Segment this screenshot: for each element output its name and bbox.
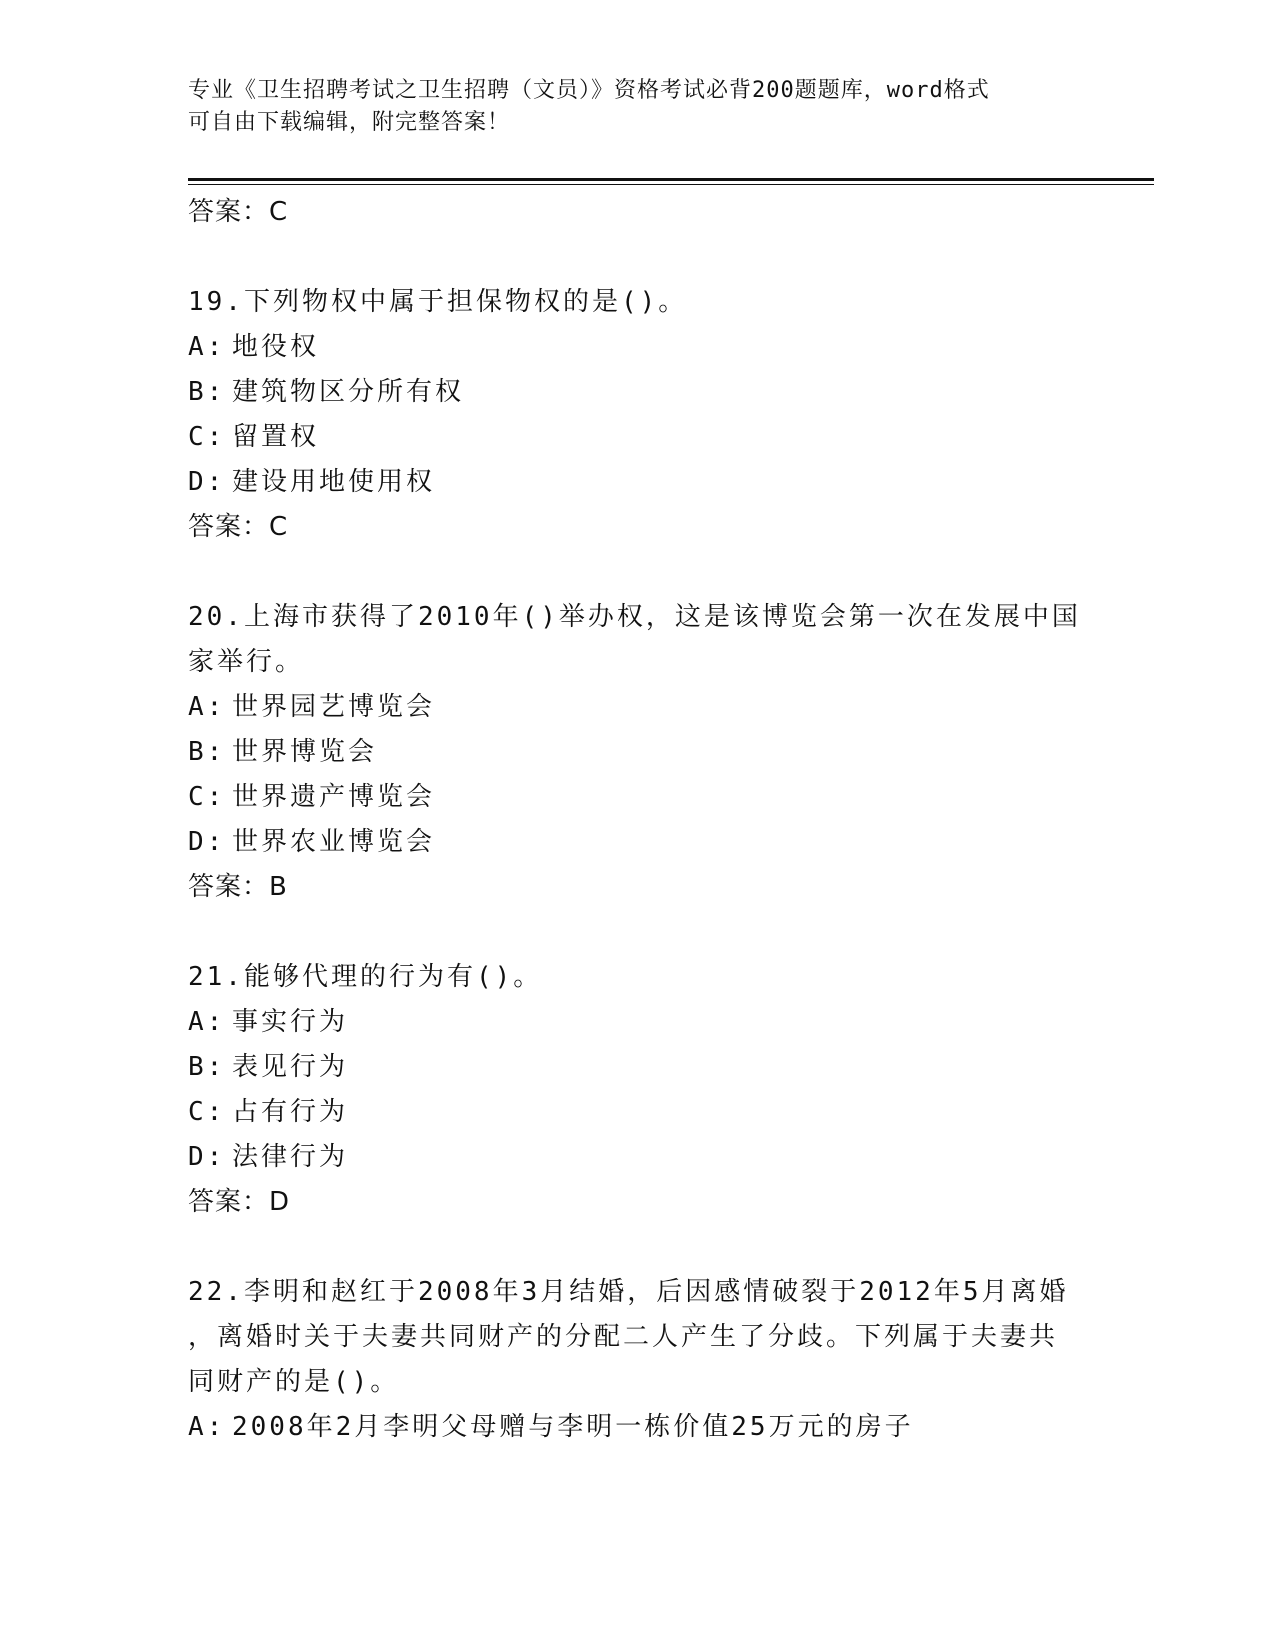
option-text: 留置权 [232, 422, 320, 452]
option-key: C: [188, 782, 226, 812]
question-stem [188, 955, 1088, 1000]
option-text: 世界博览会 [232, 737, 378, 767]
option-key: A: [188, 692, 226, 722]
answer-option [188, 685, 1088, 730]
header-title-line-2: 可自由下载编辑，附完整答案！ [188, 110, 511, 135]
question-stem-line: 21.能够代理的行为有()。 [188, 962, 543, 992]
question-stem [188, 280, 1088, 325]
question-stem-line: 同财产的是()。 [188, 1367, 400, 1397]
option-key: A: [188, 1412, 226, 1442]
option-key: B: [188, 1052, 226, 1082]
option-text: 地役权 [232, 332, 320, 362]
answer-option [188, 1045, 1088, 1090]
option-text: 2008年2月李明父母赠与李明一栋价值25万元的房子 [232, 1412, 914, 1442]
question-stem-line: ，离婚时关于夫妻共同财产的分配二人产生了分歧。下列属于夫妻共 [188, 1322, 1059, 1352]
question-stem [188, 1270, 1088, 1405]
option-key: B: [188, 377, 226, 407]
question-stem-line: 家举行。 [188, 647, 305, 677]
previous-answer: 答案：C [188, 197, 289, 227]
option-key: C: [188, 422, 226, 452]
question-block [188, 595, 1088, 909]
page-header [188, 75, 1088, 139]
header-title-line-1: 专业《卫生招聘考试之卫生招聘（文员）》资格考试必背200题题库，word格式 [188, 78, 990, 103]
questions-container [188, 280, 1088, 1450]
answer-option [188, 1405, 1088, 1450]
option-key: A: [188, 1007, 226, 1037]
answer-option [188, 415, 1088, 460]
question-stem-line: 20.上海市获得了2010年()举办权，这是该博览会第一次在发展中国 [188, 602, 1081, 632]
question-stem-line: 19.下列物权中属于担保物权的是()。 [188, 287, 688, 317]
option-key: B: [188, 737, 226, 767]
answer-option [188, 730, 1088, 775]
option-text: 建设用地使用权 [232, 467, 436, 497]
option-key: D: [188, 1142, 226, 1172]
option-text: 建筑物区分所有权 [232, 377, 465, 407]
option-key: A: [188, 332, 226, 362]
answer-option [188, 775, 1088, 820]
option-key: C: [188, 1097, 226, 1127]
option-key: D: [188, 827, 226, 857]
option-text: 世界园艺博览会 [232, 692, 436, 722]
question-block [188, 1270, 1088, 1450]
option-text: 法律行为 [232, 1142, 349, 1172]
option-text: 世界遗产博览会 [232, 782, 436, 812]
question-block [188, 280, 1088, 549]
option-text: 表见行为 [232, 1052, 349, 1082]
question-stem [188, 595, 1088, 685]
answer-option [188, 370, 1088, 415]
option-text: 占有行为 [232, 1097, 349, 1127]
option-text: 事实行为 [232, 1007, 349, 1037]
question-block [188, 955, 1088, 1224]
answer-option [188, 325, 1088, 370]
question-answer: 答案：C [188, 512, 289, 542]
answer-option [188, 820, 1088, 865]
answer-option [188, 1000, 1088, 1045]
option-text: 世界农业博览会 [232, 827, 436, 857]
answer-option [188, 1135, 1088, 1180]
header-divider-thin [188, 184, 1154, 185]
question-stem-line: 22.李明和赵红于2008年3月结婚，后因感情破裂于2012年5月离婚 [188, 1277, 1069, 1307]
option-key: D: [188, 467, 226, 497]
answer-option [188, 460, 1088, 505]
answer-option [188, 1090, 1088, 1135]
question-list [188, 190, 1088, 1496]
question-answer: 答案：D [188, 1187, 291, 1217]
header-divider-thick [188, 178, 1154, 181]
question-answer: 答案：B [188, 872, 288, 902]
